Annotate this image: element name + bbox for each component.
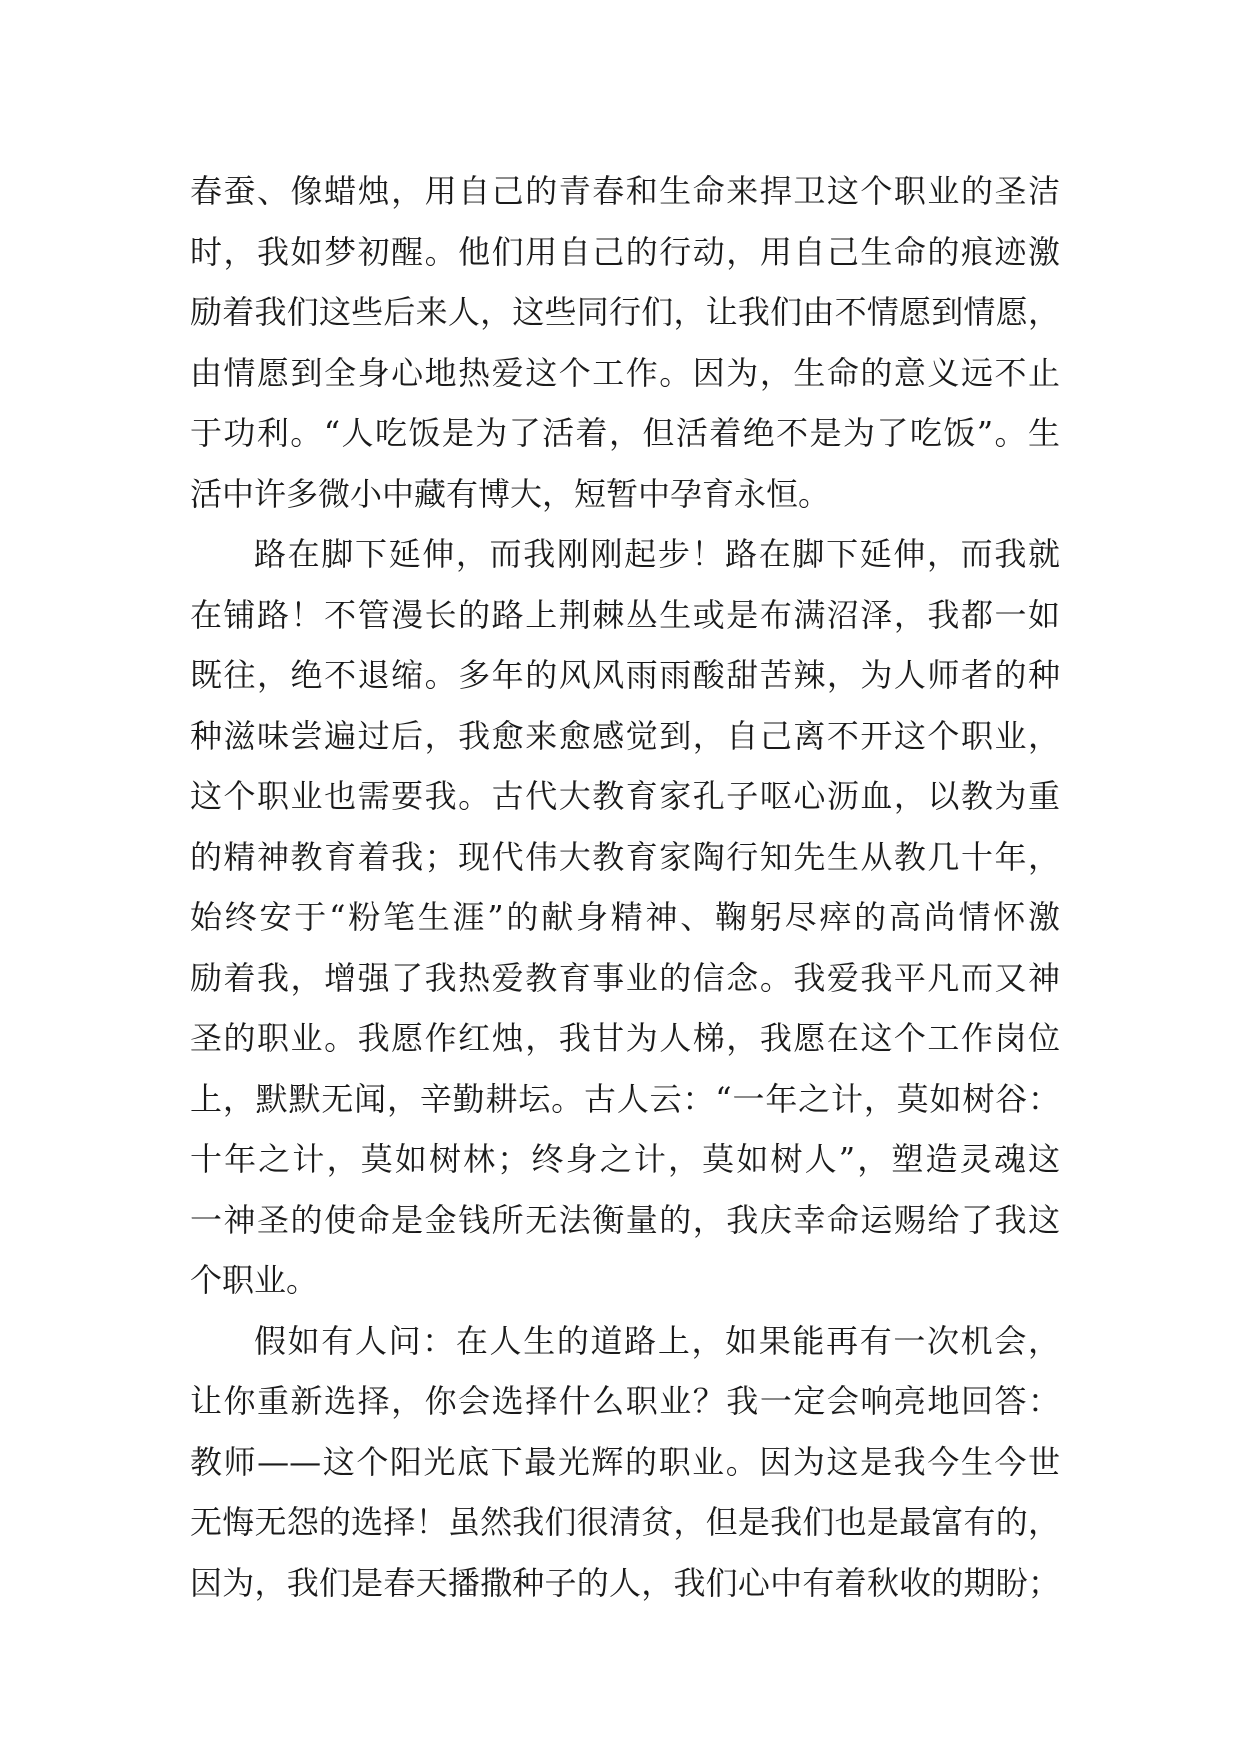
body-text [190,161,1060,1613]
text-line: 由情愿到全身心地热爱这个工作。因为，生命的意义远不止 [190,353,1060,392]
paragraph-1 [190,161,1060,524]
text-line: 种滋味尝遍过后，我愈来愈感觉到，自己离不开这个职业， [190,716,1060,755]
paragraph-3 [190,1311,1060,1614]
text-line: 假如有人问：在人生的道路上，如果能再有一次机会， [254,1321,1060,1360]
text-line: 始终安于“粉笔生涯”的献身精神、鞠躬尽瘁的高尚情怀激 [190,898,1060,936]
text-line: 路在脚下延伸，而我刚刚起步！路在脚下延伸，而我就 [254,535,1060,573]
text-line: 春蚕、像蜡烛，用自己的青春和生命来捍卫这个职业的圣洁 [190,172,1060,210]
text-line: 因为，我们是春天播撒种子的人，我们心中有着秋收的期盼； [190,1563,1060,1602]
text-line: 无悔无怨的选择！虽然我们很清贫，但是我们也是最富有的， [190,1503,1060,1541]
text-line: 励着我，增强了我热爱教育事业的信念。我爱我平凡而又神 [190,958,1060,997]
text-line: 时，我如梦初醒。他们用自己的行动，用自己生命的痕迹激 [190,232,1060,271]
text-line: 圣的职业。我愿作红烛，我甘为人梯，我愿在这个工作岗位 [190,1019,1060,1057]
text-line: 个职业。 [190,1261,319,1299]
text-line: 教师——这个阳光底下最光辉的职业。因为这是我今生今世 [190,1442,1060,1481]
text-line: 的精神教育着我；现代伟大教育家陶行知先生从教几十年， [190,837,1060,876]
paragraph-2 [190,524,1060,1311]
text-line: 活中许多微小中藏有博大，短暂中孕育永恒。 [190,474,831,513]
text-line: 在铺路！不管漫长的路上荆棘丛生或是布满沼泽，我都一如 [190,595,1060,634]
text-line: 这个职业也需要我。古代大教育家孔子呕心沥血，以教为重 [190,777,1060,815]
text-line: 让你重新选择，你会选择什么职业？我一定会响亮地回答： [190,1382,1060,1420]
text-line: 励着我们这些后来人，这些同行们，让我们由不情愿到情愿， [190,293,1060,331]
text-line: 于功利。“人吃饭是为了活着，但活着绝不是为了吃饭”。生 [190,414,1060,452]
text-line: 十年之计，莫如树林；终身之计，莫如树人”，塑造灵魂这 [190,1140,1060,1178]
text-line: 上，默默无闻，辛勤耕坛。古人云：“一年之计，莫如树谷： [190,1079,1060,1118]
text-line: 一神圣的使命是金钱所无法衡量的，我庆幸命运赐给了我这 [190,1200,1060,1239]
text-line: 既往，绝不退缩。多年的风风雨雨酸甜苦辣，为人师者的种 [190,656,1060,694]
